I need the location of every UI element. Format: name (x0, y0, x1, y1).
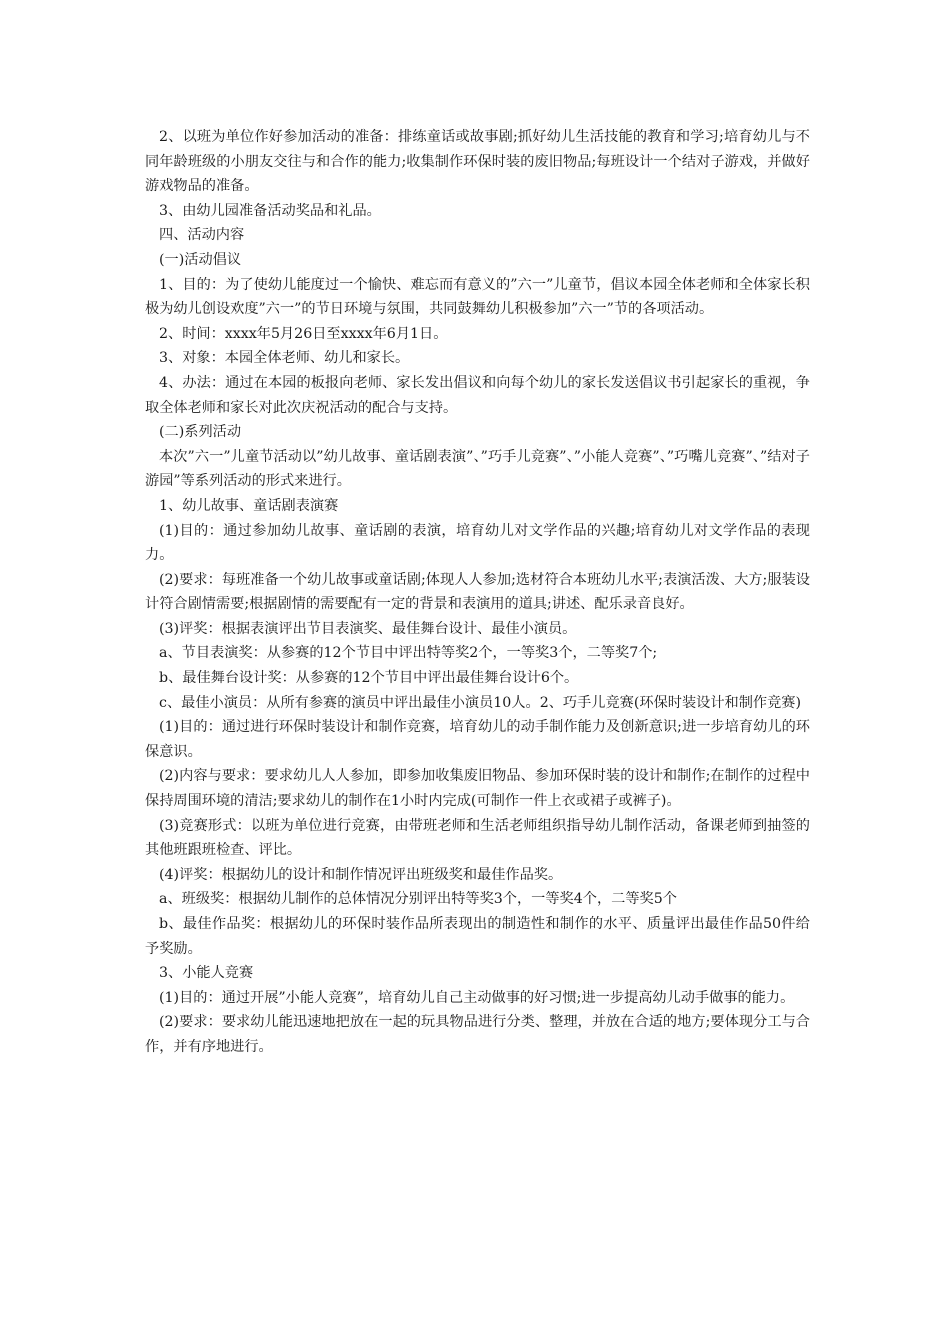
paragraph-series-intro: 本次”六一”儿童节活动以”幼儿故事、童话剧表演”、”巧手儿竞赛”、”小能人竞赛”、”巧嘴儿竞赛”、”结对子游园”等系列活动的形式来进行。 (145, 448, 810, 490)
subsection-heading-initiative: (一)活动倡议 (159, 251, 242, 268)
paragraph-prep-class: 2、以班为单位作好参加活动的准备：排练童话或故事剧;抓好幼儿生活技能的教育和学习;培育幼儿与不同年龄班级的小朋友交往与和合作的能力;收集制作环保时装的废旧物品;每班设计一个结对子游戏，并做好游戏物品的准备。 (145, 129, 810, 195)
paragraph-drama-requirements: (2)要求：每班准备一个幼儿故事或童话剧;体现人人参加;选材符合本班幼儿水平;表演活泼、大方;服装设计符合剧情需要;根据剧情的需要配有一定的背景和表演用的道具;讲述、配乐录音良好。 (145, 571, 810, 613)
paragraph-prep-prizes: 3、由幼儿园准备活动奖品和礼品。 (159, 202, 381, 219)
paragraph-craft-award-a: a、班级奖：根据幼儿制作的总体情况分别评出特等奖3个，一等奖4个，二等奖5个 (159, 891, 677, 908)
section-heading-activity-content: 四、活动内容 (159, 227, 245, 244)
paragraph-drama-award-c: c、最佳小演员：从所有参赛的演员中评出最佳小演员10人。2、巧手儿竞赛(环保时装设计和制作竞赛) (159, 694, 801, 711)
paragraph-craft-awards: (4)评奖：根据幼儿的设计和制作情况评出班级奖和最佳作品奖。 (159, 866, 563, 883)
paragraph-helper-requirements: (2)要求：要求幼儿能迅速地把放在一起的玩具物品进行分类、整理，并放在合适的地方;要体现分工与合作，并有序地进行。 (145, 1014, 810, 1055)
paragraph-initiative-method: 4、办法：通过在本园的板报向老师、家长发出倡议和向每个幼儿的家长发送倡议书引起家长的重视，争取全体老师和家长对此次庆祝活动的配合与支持。 (145, 374, 810, 416)
subsection-heading-series: (二)系列活动 (159, 424, 242, 441)
paragraph-drama-award-b: b、最佳舞台设计奖：从参赛的12个节目中评出最佳舞台设计6个。 (159, 670, 579, 687)
paragraph-initiative-purpose: 1、目的：为了使幼儿能度过一个愉快、难忘而有意义的”六一”儿童节，倡议本园全体老师和全体家长积极为幼儿创设欢度”六一”的节日环境与氛围，共同鼓舞幼儿积极参加”六一”节的各项活动。 (145, 276, 810, 318)
paragraph-drama-award-a: a、节目表演奖：从参赛的12个节目中评出特等奖2个，一等奖3个，二等奖7个; (159, 645, 658, 662)
paragraph-helper-purpose: (1)目的：通过开展”小能人竞赛”，培育幼儿自己主动做事的好习惯;进一步提高幼儿动手做事的能力。 (159, 989, 795, 1006)
paragraph-initiative-audience: 3、对象：本园全体老师、幼儿和家长。 (159, 350, 410, 367)
paragraph-drama-awards: (3)评奖：根据表演评出节目表演奖、最佳舞台设计、最佳小演员。 (159, 620, 577, 637)
document-body (145, 125, 810, 1060)
paragraph-craft-purpose: (1)目的：通过进行环保时装设计和制作竞赛，培育幼儿的动手制作能力及创新意识;进一步培育幼儿的环保意识。 (145, 719, 810, 760)
paragraph-craft-award-b: b、最佳作品奖：根据幼儿的环保时装作品所表现出的制造性和制作的水平、质量评出最佳作品50件给予奖励。 (145, 916, 810, 957)
paragraph-craft-requirements: (2)内容与要求：要求幼儿人人参加，即参加收集废旧物品、参加环保时装的设计和制作;在制作的过程中保持周围环境的清洁;要求幼儿的制作在1小时内完成(可制作一件上衣或裙子或裤子)。 (145, 768, 810, 810)
paragraph-initiative-time: 2、时间：xxxx年5月26日至xxxx年6月1日。 (159, 325, 448, 342)
item-heading-story-drama: 1、幼儿故事、童话剧表演赛 (159, 497, 339, 514)
item-heading-little-helper: 3、小能人竞赛 (159, 965, 254, 982)
paragraph-craft-format: (3)竞赛形式：以班为单位进行竞赛，由带班老师和生活老师组织指导幼儿制作活动，备课老师到抽签的其他班跟班检查、评比。 (145, 817, 810, 859)
paragraph-drama-purpose: (1)目的：通过参加幼儿故事、童话剧的表演，培育幼儿对文学作品的兴趣;培育幼儿对文学作品的表现力。 (145, 522, 810, 564)
